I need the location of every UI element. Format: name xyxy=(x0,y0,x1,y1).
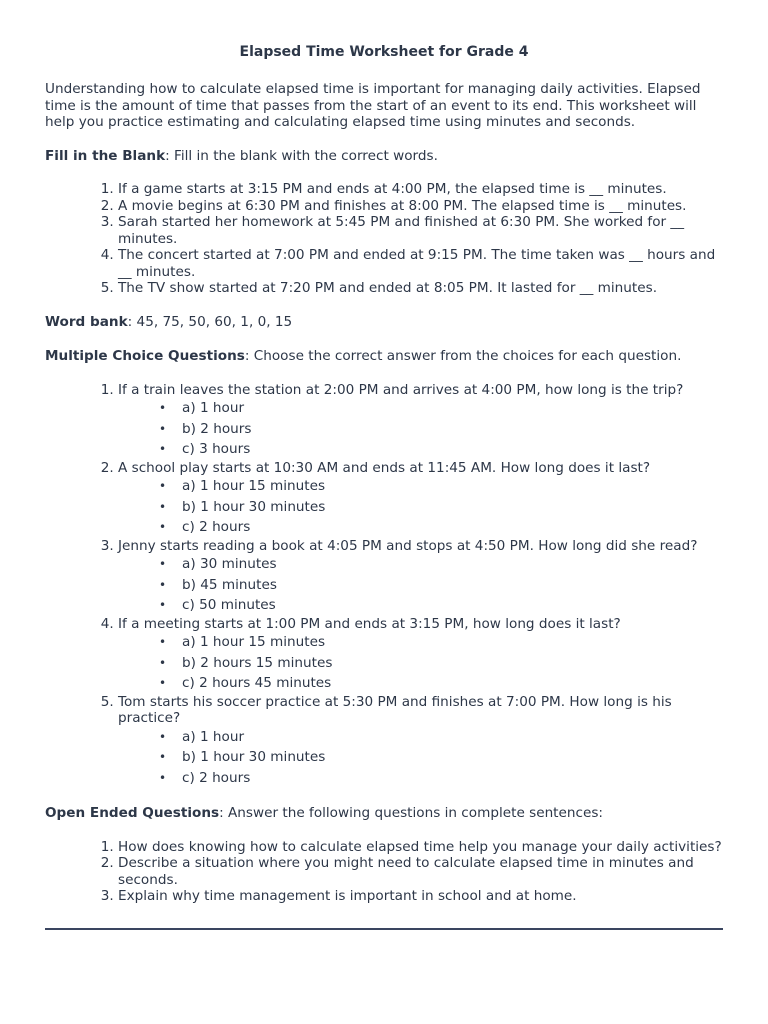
choice-item: • b) 1 hour 30 minutes xyxy=(182,497,723,518)
fill-blank-instruction: : Fill in the blank with the correct words. xyxy=(165,147,438,164)
choice-item: • a) 30 minutes xyxy=(182,554,723,575)
multiple-choice-header xyxy=(45,348,723,365)
choice-item: • c) 2 hours xyxy=(182,517,723,538)
question-text: If a train leaves the station at 2:00 PM and arrives at 4:00 PM, how long is the trip? xyxy=(118,381,684,398)
multiple-choice-heading: Multiple Choice Questions xyxy=(45,348,245,364)
word-bank-label: Word bank xyxy=(45,313,128,330)
fill-blank-heading: Fill in the Blank xyxy=(45,147,166,164)
page-title: Elapsed Time Worksheet for Grade 4 xyxy=(239,44,529,60)
choice-item: • c) 2 hours xyxy=(182,768,723,789)
mc-question xyxy=(118,382,723,460)
choice-list xyxy=(118,727,723,789)
list-item: 1. If a game starts at 3:15 PM and ends at 4:00 PM, the elapsed time is __ minutes. xyxy=(118,181,723,198)
choice-item: • a) 1 hour 15 minutes xyxy=(182,632,723,653)
fill-blank-header xyxy=(45,148,723,165)
word-bank xyxy=(45,314,723,331)
open-ended-instruction: : Answer the following questions in complete sentences: xyxy=(219,805,603,821)
choice-item: • b) 1 hour 30 minutes xyxy=(182,747,723,768)
question-text: A school play starts at 10:30 AM and ends at 11:45 AM. How long does it last? xyxy=(118,459,651,476)
choice-item: • b) 45 minutes xyxy=(182,575,723,596)
list-item: 4. The concert started at 7:00 PM and ended at 9:15 PM. The time taken was __ hours and __ minutes. xyxy=(118,247,723,280)
open-ended-heading: Open Ended Questions xyxy=(45,805,220,821)
choice-list xyxy=(118,632,723,694)
choice-item: • a) 1 hour xyxy=(182,727,723,748)
choice-item: • a) 1 hour 15 minutes xyxy=(182,476,723,497)
list-item: 3. Explain why time management is important in school and at home. xyxy=(118,888,723,905)
choice-item: • a) 1 hour xyxy=(182,398,723,419)
open-ended-header xyxy=(45,805,723,822)
choice-item: • c) 50 minutes xyxy=(182,595,723,616)
fill-blank-list xyxy=(45,181,723,297)
choice-list xyxy=(118,554,723,616)
list-item: 5. The TV show started at 7:20 PM and ended at 8:05 PM. It lasted for __ minutes. xyxy=(118,280,723,297)
mc-question xyxy=(118,616,723,694)
question-text: Tom starts his soccer practice at 5:30 PM and finishes at 7:00 PM. How long is his practice? xyxy=(118,693,672,726)
mc-question xyxy=(118,694,723,789)
multiple-choice-instruction: : Choose the correct answer from the choices for each question. xyxy=(244,348,682,364)
choice-item: • b) 2 hours 15 minutes xyxy=(182,653,723,674)
multiple-choice-list xyxy=(45,382,723,789)
choice-item: • c) 3 hours xyxy=(182,439,723,460)
list-item: 1. How does knowing how to calculate elapsed time help you manage your daily activities? xyxy=(118,839,723,856)
mc-question xyxy=(118,460,723,538)
choice-list xyxy=(118,476,723,538)
intro-paragraph: Understanding how to calculate elapsed time is important for managing daily activities. Elapsed time is the amount of time that passes from the start of an event to its end. This worksheet will help you practice estimating and calculating elapsed time using minutes and seconds. xyxy=(45,81,701,130)
bottom-divider xyxy=(45,928,723,930)
question-text: If a meeting starts at 1:00 PM and ends at 3:15 PM, how long does it last? xyxy=(118,615,621,632)
list-item: 3. Sarah started her homework at 5:45 PM and finished at 6:30 PM. She worked for __ minutes. xyxy=(118,214,723,247)
question-text: Jenny starts reading a book at 4:05 PM and stops at 4:50 PM. How long did she read? xyxy=(118,537,698,554)
mc-question xyxy=(118,538,723,616)
list-item: 2. A movie begins at 6:30 PM and finishes at 8:00 PM. The elapsed time is __ minutes. xyxy=(118,198,723,215)
word-bank-text: : 45, 75, 50, 60, 1, 0, 15 xyxy=(127,313,293,330)
choice-list xyxy=(118,398,723,460)
choice-item: • c) 2 hours 45 minutes xyxy=(182,673,723,694)
list-item: 2. Describe a situation where you might need to calculate elapsed time in minutes and seconds. xyxy=(118,855,723,888)
open-ended-list xyxy=(45,839,723,905)
choice-item: • b) 2 hours xyxy=(182,419,723,440)
